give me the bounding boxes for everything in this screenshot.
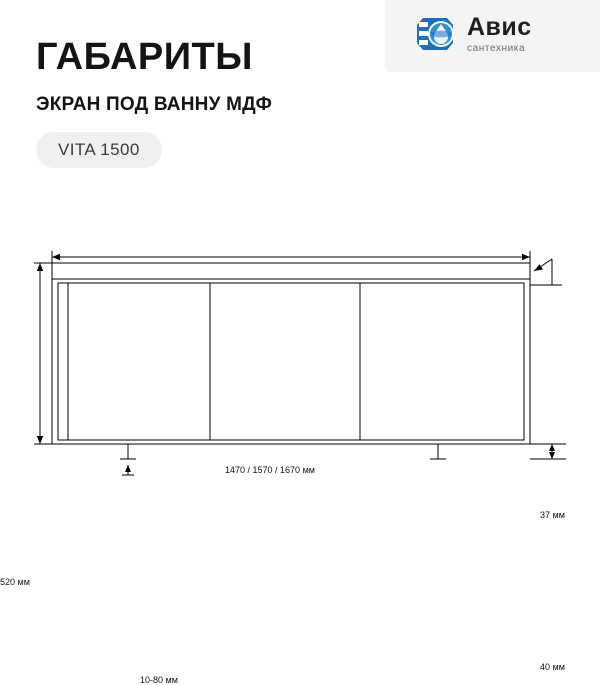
page-subtitle: ЭКРАН ПОД ВАННУ МДФ <box>36 94 273 115</box>
dimension-width-label: 1470 / 1570 / 1670 мм <box>225 465 315 475</box>
avis-droplet-logo-icon <box>413 12 457 56</box>
dimension-height-label: 520 мм <box>0 577 30 587</box>
dimension-depth-label: 37 мм <box>540 510 565 520</box>
page-title: ГАБАРИТЫ <box>36 36 253 78</box>
brand-lockup <box>413 12 532 56</box>
model-badge: VITA 1500 <box>36 132 162 168</box>
dimension-drawing <box>0 225 600 685</box>
brand-name: Авис <box>467 12 532 41</box>
brand-tagline: сантехника <box>467 42 526 54</box>
dimension-leg-adjust-label: 10-80 мм <box>140 675 178 685</box>
dimension-leg-height-label: 40 мм <box>540 662 565 672</box>
brand-text <box>467 12 532 54</box>
brand-panel <box>385 0 600 72</box>
